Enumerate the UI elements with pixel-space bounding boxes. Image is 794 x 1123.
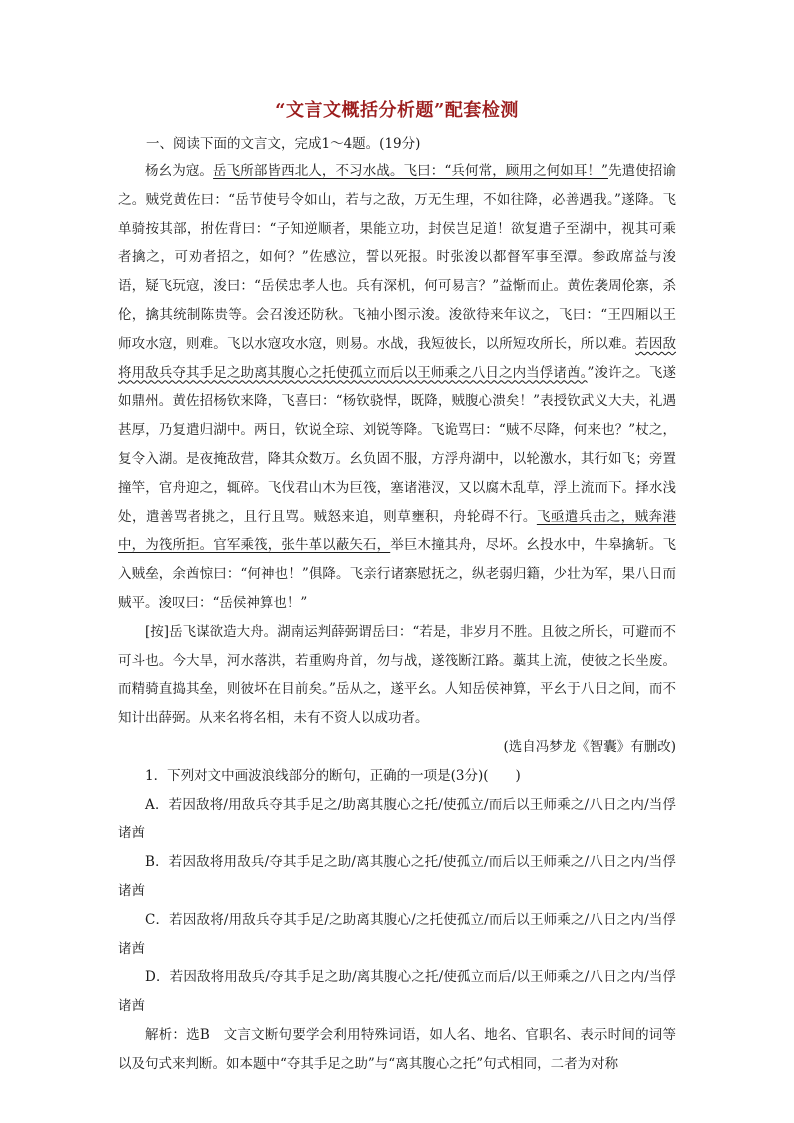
wavy-underlined-sentence: 若因敌将用敌兵夺其手足之助离其腹心之托使孤立而后以王师乘之八日之内当俘诸酋。 [118, 335, 677, 381]
answer-analysis: 解析：选B 文言文断句要学会利用特殊词语，如人名、地名、官职名、表示时间的词等以及句式来判断。如本题中“夺其手足之助”与“离其腹心之托”句式相同，二者为对称 [118, 1026, 676, 1072]
document-body [118, 157, 676, 1079]
passage-text: 举巨木撞其舟，尽坏。幺投水中，牛皋擒斩。飞入贼垒，余酋惊曰：“何神也！”俱降。飞亲行诸寨慰抚之，纵老弱归籍，少壮为军，果八日而贼平。浚叹曰：“岳侯神算也！” [118, 537, 676, 611]
section-heading: 一、阅读下面的文言文，完成1～4题。(19分) [146, 136, 421, 152]
passage-text: 先遣使招谕之。贼党黄佐曰：“岳节使号令如山，若与之敌，万无生理，不如往降，必善遇我。”遂降。飞单骑按其部，拊佐背曰：“子知逆顺者，果能立功，封侯岂足道！欲复遣子至湖中，视其可乘者擒之，可劝者招之，如何？”佐感泣，誓以死报。时张浚以都督军事至潭。参政席益与浚语，疑飞玩寇，浚曰：“岳侯忠孝人也。兵有深机，何可易言？”益惭而止。黄佐袭周伦寨，杀伦，擒其统制陈贵等。会召浚还防秋。飞袖小图示浚。浚欲待来年议之，飞曰：“王四厢以王师攻水寇，则难。飞以水寇攻水寇，则易。水战，我短彼长，以所短攻所长，所以难。 [118, 163, 677, 352]
option-d: D．若因敌将用敌兵/夺其手足之助/离其腹心之托/使孤立而后/以王师乘之/八日之内/当俘诸酋 [118, 969, 676, 1015]
passage-text: ”浚许之。飞遂如鼎州。黄佐招杨钦来降，飞喜曰：“杨钦骁悍，既降，贼腹心溃矣！”表授钦武义大夫，礼遇甚厚，乃复遣归湖中。两日，钦说全琮、刘锐等降。飞诡骂曰：“贼不尽降，何来也？”杖之，复令入湖。是夜掩敌营，降其众数万。幺负固不服，方浮舟湖中，以轮激水，其行如飞；旁置撞竿，官舟迎之，辄碎。飞伐君山木为巨筏，塞诸港汊，又以腐木乱草，浮上流而下。择水浅处，遣善骂者挑之，且行且骂。贼怒来追，则草壅积，舟轮碍不行。 [118, 364, 677, 525]
option-b: B．若因敌将用敌兵/夺其手足之助/离其腹心之托/使孤立/而后以王师乘之/八日之内/当俘诸酋 [118, 854, 676, 899]
page-title: “文言文概括分析题”配套检测 [275, 100, 519, 121]
passage-text: 杨幺为寇。 [145, 163, 214, 179]
passage-paragraph-1 [118, 157, 676, 618]
underlined-sentence: 岳飞所部皆西北人，不习水战。飞曰：“兵何常，顾用之何如耳！” [213, 163, 608, 179]
option-c: C．若因敌将/用敌兵夺其手足/之助离其腹心/之托使孤立/而后以王师乘之/八日之内/当俘诸酋 [118, 911, 676, 957]
underlined-sentence: 飞亟遣兵击之，贼奔港中，为筏所拒。官军乘筏，张牛革以蔽矢石， [118, 508, 677, 554]
passage-paragraph-2: [按]岳飞谋欲造大舟。湖南运判薛弼谓岳曰：“若是，非岁月不胜。且彼之所长，可避而不可斗也。今大旱，河水落洪，若重购舟首，勿与战，遂筏断江路。藁其上流，使彼之长坐废。而精骑直捣其垒，则彼坏在目前矣。”岳从之，遂平幺。人知岳侯神算，平幺于八日之间，而不知计出薛弼。从来名将名相，未有不资人以成功者。 [118, 623, 676, 727]
source-citation: (选自冯梦龙《智囊》有删改) [503, 738, 676, 755]
question-stem: 1．下列对文中画波浪线部分的断句，正确的一项是(3分)( ) [145, 767, 521, 784]
option-a: A．若因敌将/用敌兵夺其手足之/助离其腹心之托/使孤立/而后以王师乘之/八日之内/当俘诸酋 [118, 796, 676, 842]
